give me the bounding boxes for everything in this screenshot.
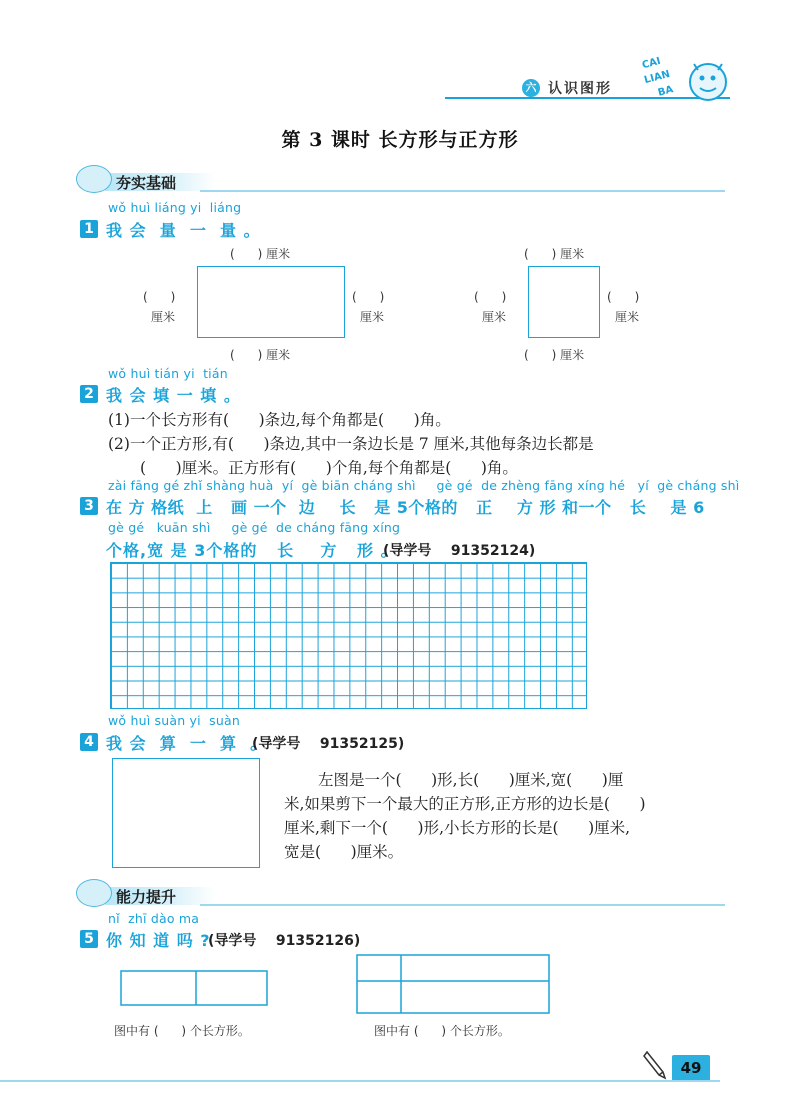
unit-title: 认识图形 xyxy=(548,81,612,97)
p5-caption-right: 图中有 ( ) 个长方形。 xyxy=(374,1024,510,1038)
section-rule-advanced xyxy=(200,904,725,906)
p1-instruction: 我 会 量 一 量 。 xyxy=(106,221,261,240)
p3-grid-paper[interactable] xyxy=(110,562,587,709)
footer-rule xyxy=(0,1080,720,1082)
p5-pinyin: nǐ zhī dào ma xyxy=(108,911,200,926)
p5-figure-left xyxy=(120,970,268,1006)
p5-instruction: 你 知 道 吗 ? xyxy=(106,931,211,950)
p1-square xyxy=(528,266,600,338)
page-number: 49 xyxy=(672,1055,710,1081)
p4-number: 4 xyxy=(80,733,98,751)
p4-line-2: 米,如果剪下一个最大的正方形,正方形的边长是( ) xyxy=(284,795,646,813)
p1-square-bottom-blank: ( ) 厘米 xyxy=(524,348,585,362)
frog-icon xyxy=(76,879,112,907)
lesson-title: 第 3 课时 长方形与正方形 xyxy=(281,129,519,151)
p5-figure-right xyxy=(356,954,550,1014)
p1-rect-right-unit: 厘米 xyxy=(360,310,385,324)
p2-number: 2 xyxy=(80,385,98,403)
p2-line-2: (2)一个正方形,有( )条边,其中一条边长是 7 厘米,其他每条边长都是 xyxy=(108,435,594,453)
section-rule-basic xyxy=(200,190,725,192)
p1-rect-left-unit: 厘米 xyxy=(151,310,176,324)
logo xyxy=(640,50,730,110)
p4-guide-number: (导学号 91352125) xyxy=(252,736,405,752)
logo-letters-1: CAI xyxy=(640,55,662,72)
student-icon xyxy=(76,165,112,193)
p1-rect-top-blank: ( ) 厘米 xyxy=(230,247,291,261)
p1-rect-bottom-blank: ( ) 厘米 xyxy=(230,348,291,362)
p3-instruction-1: 在 方 格纸 上 画 一个 边 长 是 5个格的 正 方 形 和一个 长 是 6 xyxy=(106,498,705,517)
p2-pinyin: wǒ huì tián yi tián xyxy=(108,366,228,381)
p1-square-right-unit: 厘米 xyxy=(615,310,640,324)
pencil-icon xyxy=(643,1050,669,1080)
p1-rect-right-blank: ( ) xyxy=(352,290,385,304)
p2-line-3: ( )厘米。正方形有( )个角,每个角都是( )角。 xyxy=(140,459,518,477)
p5-caption-left: 图中有 ( ) 个长方形。 xyxy=(114,1024,250,1038)
p3-number: 3 xyxy=(80,497,98,515)
p3-guide-number: (导学号 91352124) xyxy=(383,543,536,559)
logo-letters-3: BA xyxy=(656,84,675,99)
p3-instruction-2: 个格,宽 是 3个格的 长 方 形 。 xyxy=(106,541,398,560)
p2-instruction: 我 会 填 一 填 。 xyxy=(106,386,241,405)
p1-square-left-unit: 厘米 xyxy=(482,310,507,324)
section-title-advanced: 能力提升 xyxy=(116,888,177,906)
p5-guide-number: (导学号 91352126) xyxy=(208,933,361,949)
p1-square-top-blank: ( ) 厘米 xyxy=(524,247,585,261)
p4-line-4: 宽是( )厘米。 xyxy=(284,843,404,861)
p3-pinyin-2: gè gé kuān shì gè gé de cháng fāng xíng xyxy=(108,520,401,535)
p4-instruction: 我 会 算 一 算 。 xyxy=(106,734,268,753)
p3-pinyin-1: zài fāng gé zhǐ shàng huà yí gè biān cháng shì gè gé de zhèng fāng xíng hé yí gè cháng shì xyxy=(108,478,740,493)
p1-number: 1 xyxy=(80,220,98,238)
p5-number: 5 xyxy=(80,930,98,948)
p1-pinyin: wǒ huì liáng yi liáng xyxy=(108,200,242,215)
section-title-basic: 夯实基础 xyxy=(116,174,177,192)
p4-line-3: 厘米,剩下一个( )形,小长方形的长是( )厘米, xyxy=(284,819,631,837)
logo-letters-2: LIAN xyxy=(643,68,672,87)
p1-square-right-blank: ( ) xyxy=(607,290,640,304)
unit-number-badge: 六 xyxy=(522,79,540,97)
p1-rectangle xyxy=(197,266,345,338)
p4-rectangle xyxy=(112,758,260,868)
p4-pinyin: wǒ huì suàn yi suàn xyxy=(108,713,240,728)
p1-square-left-blank: ( ) xyxy=(474,290,507,304)
p1-rect-left-blank: ( ) xyxy=(143,290,176,304)
p4-line-1: 左图是一个( )形,长( )厘米,宽( )厘 xyxy=(318,771,624,789)
p2-line-1: (1)一个长方形有( )条边,每个角都是( )角。 xyxy=(108,411,451,429)
